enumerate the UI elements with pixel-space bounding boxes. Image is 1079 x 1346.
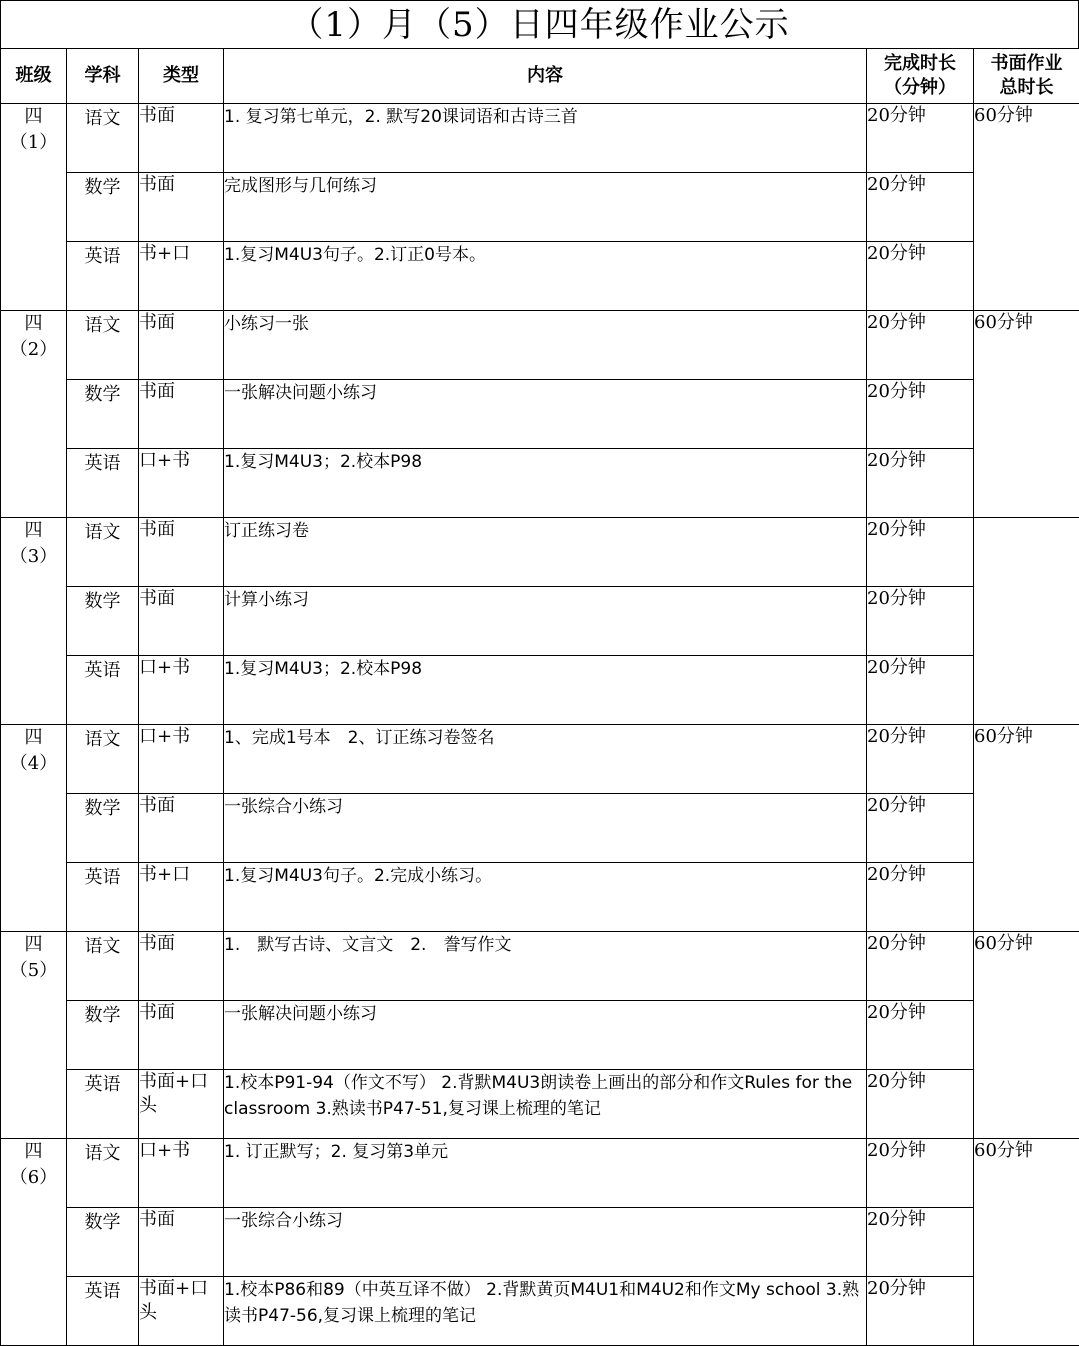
time-cell: 20分钟 [867,1208,974,1277]
time-cell: 20分钟 [867,656,974,725]
class-cell [1,104,67,311]
content-cell: 1.复习M4U3；2.校本P98 [224,449,867,518]
content-cell: 一张解决问题小练习 [224,1001,867,1070]
type-cell: 书面 [139,173,224,242]
time-cell: 20分钟 [867,1277,974,1346]
table-row [1,311,1079,380]
content-cell: 一张综合小练习 [224,1208,867,1277]
time-cell: 20分钟 [867,449,974,518]
content-cell: 一张综合小练习 [224,794,867,863]
header-row [1,49,1079,104]
table-row [1,1208,1079,1277]
time-cell: 20分钟 [867,104,974,173]
time-cell: 20分钟 [867,932,974,1001]
class-name: 四 [1,725,66,751]
header-subject: 学科 [67,49,139,104]
table-row [1,932,1079,1001]
time-cell: 20分钟 [867,242,974,311]
table-row [1,380,1079,449]
content-cell: 1. 订正默写；2. 复习第3单元 [224,1139,867,1208]
class-cell [1,311,67,518]
subject-cell: 语文 [67,932,139,1001]
time-cell: 20分钟 [867,311,974,380]
content-cell: 1. 复习第七单元，2. 默写20课词语和古诗三首 [224,104,867,173]
class-cell [1,1139,67,1346]
class-name: 四 [1,932,66,958]
class-cell [1,518,67,725]
content-cell: 1、完成1号本 2、订正练习卷签名 [224,725,867,794]
table-row [1,1070,1079,1139]
content-cell: 订正练习卷 [224,518,867,587]
subject-cell: 数学 [67,1001,139,1070]
total-cell: 60分钟 [974,932,1079,1139]
class-cell [1,932,67,1139]
time-cell: 20分钟 [867,173,974,242]
class-number: （5） [1,958,66,984]
header-total-line2: 总时长 [974,76,1079,100]
type-cell: 书面+口头 [139,1070,224,1139]
table-row [1,104,1079,173]
class-cell [1,725,67,932]
header-content: 内容 [224,49,867,104]
subject-cell: 语文 [67,725,139,794]
time-cell: 20分钟 [867,1139,974,1208]
class-number: （1） [1,130,66,156]
subject-cell: 语文 [67,104,139,173]
content-cell: 1.复习M4U3句子。2.完成小练习。 [224,863,867,932]
type-cell: 书面 [139,518,224,587]
content-cell: 完成图形与几何练习 [224,173,867,242]
type-cell: 书面 [139,380,224,449]
total-cell [974,518,1079,725]
class-number: （4） [1,751,66,777]
type-cell: 口+书 [139,449,224,518]
subject-cell: 英语 [67,449,139,518]
content-cell: 1.复习M4U3；2.校本P98 [224,656,867,725]
total-cell: 60分钟 [974,104,1079,311]
table-row [1,587,1079,656]
header-type: 类型 [139,49,224,104]
type-cell: 书面 [139,794,224,863]
type-cell: 书面 [139,1001,224,1070]
table-row [1,1277,1079,1346]
subject-cell: 数学 [67,380,139,449]
page-title: （1）月（5）日四年级作业公示 [0,0,1079,48]
type-cell: 书面 [139,587,224,656]
subject-cell: 数学 [67,794,139,863]
type-cell: 口+书 [139,725,224,794]
header-total [974,49,1079,104]
table-row [1,242,1079,311]
type-cell: 口+书 [139,1139,224,1208]
header-time-line1: 完成时长 [867,52,973,76]
homework-table [0,48,1079,1346]
header-time [867,49,974,104]
table-row [1,1001,1079,1070]
time-cell: 20分钟 [867,1001,974,1070]
class-name: 四 [1,311,66,337]
class-number: （2） [1,337,66,363]
type-cell: 口+书 [139,656,224,725]
table-row [1,656,1079,725]
class-number: （3） [1,544,66,570]
table-row [1,863,1079,932]
subject-cell: 英语 [67,1277,139,1346]
header-total-line1: 书面作业 [974,52,1079,76]
type-cell: 书面+口头 [139,1277,224,1346]
subject-cell: 语文 [67,518,139,587]
subject-cell: 数学 [67,587,139,656]
class-number: （6） [1,1165,66,1191]
class-name: 四 [1,104,66,130]
content-cell: 1.校本P86和89（中英互译不做） 2.背默黄页M4U1和M4U2和作文My school 3.熟读书P47-56,复习课上梳理的笔记 [224,1277,867,1346]
type-cell: 书面 [139,1208,224,1277]
header-class: 班级 [1,49,67,104]
subject-cell: 英语 [67,1070,139,1139]
time-cell: 20分钟 [867,725,974,794]
subject-cell: 英语 [67,242,139,311]
time-cell: 20分钟 [867,380,974,449]
type-cell: 书+口 [139,863,224,932]
time-cell: 20分钟 [867,587,974,656]
content-cell: 1.校本P91-94（作文不写） 2.背默M4U3朗读卷上画出的部分和作文Rules for the classroom 3.熟读书P47-51,复习课上梳理的笔记 [224,1070,867,1139]
table-row [1,173,1079,242]
total-cell: 60分钟 [974,311,1079,518]
table-row [1,518,1079,587]
class-name: 四 [1,518,66,544]
table-row [1,794,1079,863]
subject-cell: 数学 [67,1208,139,1277]
time-cell: 20分钟 [867,1070,974,1139]
subject-cell: 数学 [67,173,139,242]
header-time-line2: （分钟） [867,76,973,100]
table-row [1,725,1079,794]
table-row [1,1139,1079,1208]
subject-cell: 语文 [67,1139,139,1208]
subject-cell: 英语 [67,656,139,725]
time-cell: 20分钟 [867,863,974,932]
total-cell: 60分钟 [974,1139,1079,1346]
type-cell: 书面 [139,311,224,380]
subject-cell: 英语 [67,863,139,932]
content-cell: 计算小练习 [224,587,867,656]
content-cell: 1. 默写古诗、文言文 2. 誊写作文 [224,932,867,1001]
content-cell: 小练习一张 [224,311,867,380]
total-cell: 60分钟 [974,725,1079,932]
content-cell: 1.复习M4U3句子。2.订正0号本。 [224,242,867,311]
time-cell: 20分钟 [867,518,974,587]
class-name: 四 [1,1139,66,1165]
table-row [1,449,1079,518]
type-cell: 书面 [139,104,224,173]
type-cell: 书面 [139,932,224,1001]
content-cell: 一张解决问题小练习 [224,380,867,449]
time-cell: 20分钟 [867,794,974,863]
subject-cell: 语文 [67,311,139,380]
type-cell: 书+口 [139,242,224,311]
